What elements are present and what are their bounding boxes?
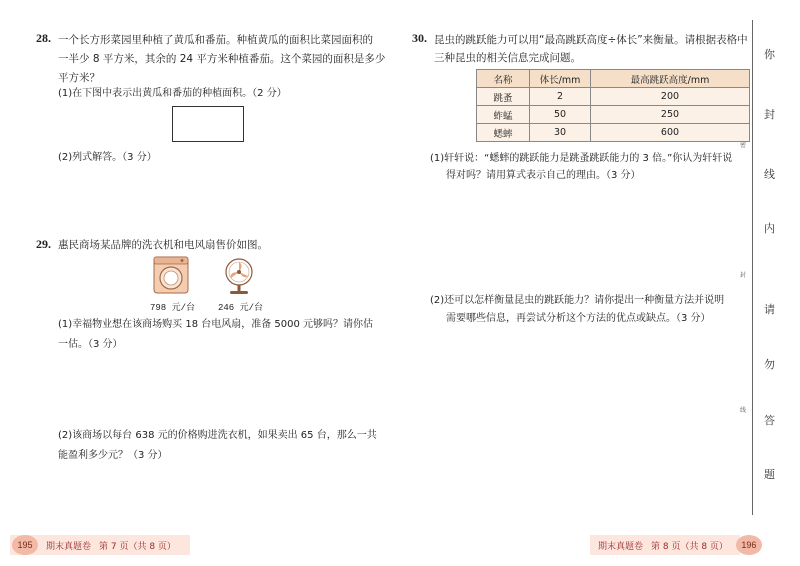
right-footer — [598, 535, 762, 555]
question-30-part-1-line-2: 得对吗？请用算式表示自己的理由。（3 分） — [446, 170, 641, 181]
question-28-line-3: 平方米？ — [58, 72, 100, 84]
table-cell: 30 — [530, 124, 591, 142]
table-cell: 蚱蜢 — [477, 106, 530, 124]
question-29-number: 29. — [36, 237, 51, 251]
margin-char: 线 — [764, 168, 775, 181]
electric-fan-icon — [222, 257, 256, 295]
margin-mark: 线 — [740, 407, 747, 414]
table-header: 名称 — [477, 70, 530, 88]
table-cell: 200 — [591, 88, 750, 106]
question-28-part-1: (1)在下图中表示出黄瓜和番茄的种植面积。（2 分） — [58, 88, 287, 99]
table-row — [477, 124, 750, 142]
drawing-answer-box[interactable] — [172, 106, 244, 142]
question-29-part-2-line-1: (2)该商场以每台 638 元的价格购进洗衣机，如果卖出 65 台，那么一共 — [58, 430, 377, 441]
question-28-line-1: 一个长方形菜园里种植了黄瓜和番茄。种植黄瓜的面积比菜园面积的 — [58, 34, 373, 46]
margin-char: 勿 — [764, 358, 775, 371]
question-30-part-2-line-1: (2)还可以怎样衡量昆虫的跳跃能力？请你提出一种衡量方法并说明 — [430, 295, 725, 306]
left-page-number: 195 — [12, 535, 38, 555]
question-30-part-2-line-2: 需要哪些信息，再尝试分析这个方法的优点或缺点。（3 分） — [446, 313, 711, 324]
question-29-part-2-line-2: 能盈利多少元？（3 分） — [58, 450, 168, 461]
question-29-intro: 惠民商场某品牌的洗衣机和电风扇售价如图。 — [58, 239, 268, 251]
table-cell: 600 — [591, 124, 750, 142]
left-footer-page-text: 第 7 页（共 8 页） — [99, 541, 176, 552]
question-29-part-1-line-2: 一估。（3 分） — [58, 339, 123, 350]
table-cell: 蟋蟀 — [477, 124, 530, 142]
question-28-part-2: (2)列式解答。（3 分） — [58, 152, 157, 163]
binding-line — [752, 20, 753, 515]
question-29-part-1-line-1: (1)幸福物业想在该商场购买 18 台电风扇，准备 5000 元够吗？请你估 — [58, 319, 374, 330]
insect-jump-table — [476, 69, 750, 142]
electric-fan-price: 246 元/台 — [218, 303, 264, 313]
question-30-line-1: 昆虫的跳跃能力可以用“最高跳跃高度÷体长”来衡量。请根据表格中 — [434, 34, 748, 46]
table-cell: 2 — [530, 88, 591, 106]
margin-char: 你 — [764, 48, 775, 61]
margin-char: 封 — [764, 108, 775, 121]
margin-char: 请 — [764, 303, 775, 316]
table-row — [477, 106, 750, 124]
table-header-row — [477, 70, 750, 88]
left-footer — [12, 535, 176, 555]
margin-char: 内 — [764, 222, 775, 235]
table-cell: 250 — [591, 106, 750, 124]
right-footer-label: 期末真题卷 — [598, 541, 644, 552]
washing-machine-icon — [153, 256, 189, 294]
table-header: 体长/mm — [530, 70, 591, 88]
question-28-number: 28. — [36, 31, 51, 45]
question-30-number: 30. — [412, 31, 427, 45]
question-30-line-2: 三种昆虫的相关信息完成问题。 — [434, 52, 581, 64]
left-footer-label: 期末真题卷 — [46, 541, 92, 552]
margin-mark: 密 — [740, 142, 747, 149]
table-cell: 50 — [530, 106, 591, 124]
margin-char: 答 — [764, 414, 775, 427]
question-30-part-1-line-1: (1)轩轩说：“蟋蟀的跳跃能力是跳蚤跳跃能力的 3 倍。”你认为轩轩说 — [430, 153, 733, 164]
question-28-line-2: 一半少 8 平方米，其余的 24 平方米种植番茄。这个菜园的面积是多少 — [58, 53, 386, 65]
right-footer-page-text: 第 8 页（共 8 页） — [651, 541, 728, 552]
table-cell: 跳蚤 — [477, 88, 530, 106]
washing-machine-price: 798 元/台 — [150, 303, 196, 313]
right-page-number: 196 — [736, 535, 762, 555]
margin-char: 题 — [764, 468, 775, 481]
table-header: 最高跳跃高度/mm — [591, 70, 750, 88]
table-row — [477, 88, 750, 106]
margin-mark: 封 — [740, 272, 747, 279]
